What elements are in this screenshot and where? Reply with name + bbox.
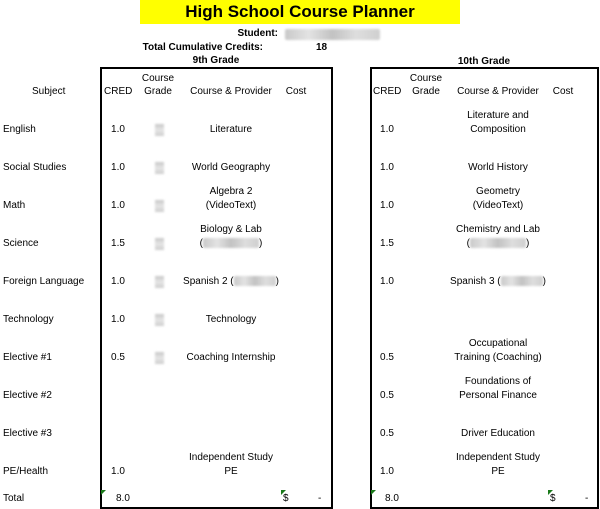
subject-label: Math xyxy=(3,200,26,211)
course-cell xyxy=(438,337,558,365)
cred-cell: 1.0 xyxy=(111,162,125,173)
course-cell xyxy=(171,313,291,327)
cred-cell: 0.5 xyxy=(111,352,125,363)
total-cred: 8.0 xyxy=(116,493,130,504)
course-provider-header: Course & Provider xyxy=(190,86,272,97)
course-name: Technology xyxy=(205,314,257,325)
course-grade-redacted xyxy=(155,124,164,136)
cred-cell: 1.0 xyxy=(111,276,125,287)
subject-label: Science xyxy=(3,238,39,249)
course-name: Geometry (VideoText) xyxy=(472,186,524,211)
provider-redacted xyxy=(234,276,276,286)
grade-9-label: 9th Grade xyxy=(192,55,240,66)
subject-label: Technology xyxy=(3,314,54,325)
cost-header: Cost xyxy=(552,86,574,97)
cred-cell: 1.0 xyxy=(380,162,394,173)
course-name: Driver Education xyxy=(461,428,535,439)
course-tail: ) xyxy=(542,276,546,287)
subject-label: Elective #2 xyxy=(3,390,52,401)
course-grade-redacted xyxy=(155,238,164,250)
course-provider-header: Course & Provider xyxy=(457,86,539,97)
course-name: Independent Study PE xyxy=(189,452,273,477)
subject-label: English xyxy=(3,124,36,135)
subject-label: Elective #3 xyxy=(3,428,52,439)
course-cell xyxy=(438,161,558,175)
provider-redacted xyxy=(470,238,526,248)
subject-label: PE/Health xyxy=(3,466,49,477)
course-cell xyxy=(171,185,291,213)
course-grade-redacted xyxy=(155,162,164,174)
credits-value: 18 xyxy=(316,42,328,53)
provider-redacted xyxy=(203,238,259,248)
total-label: Total xyxy=(3,493,25,504)
student-name-redacted xyxy=(285,29,380,40)
course-cell xyxy=(438,185,558,213)
course-tail: ) xyxy=(275,276,279,287)
course-grade-redacted xyxy=(155,200,164,212)
grade-10-label: 10th Grade xyxy=(457,56,511,67)
total-cost-symbol: $ xyxy=(550,493,556,504)
total-cost-symbol: $ xyxy=(283,493,289,504)
cred-cell: 0.5 xyxy=(380,390,394,401)
subject-label: Foreign Language xyxy=(3,276,85,287)
page-title: High School Course Planner xyxy=(185,2,415,21)
cost-header: Cost xyxy=(285,86,307,97)
course-cell xyxy=(171,451,291,479)
cred-cell: 1.0 xyxy=(380,200,394,211)
course-name: Spanish 2 ( xyxy=(183,276,234,287)
cred-cell: 1.0 xyxy=(380,466,394,477)
cred-cell: 1.0 xyxy=(380,276,394,287)
course-grade-header: Course Grade xyxy=(409,73,443,97)
cred-cell: 1.0 xyxy=(111,200,125,211)
total-cost: - xyxy=(585,493,589,504)
course-name: Biology & Lab ( xyxy=(199,224,262,249)
course-name: Literature and Composition xyxy=(467,110,529,135)
cred-header: CRED xyxy=(373,86,402,97)
cred-cell: 1.5 xyxy=(380,238,394,249)
course-grade-header: Course Grade xyxy=(141,73,175,97)
course-cell xyxy=(438,275,558,289)
subject-header: Subject xyxy=(32,86,66,97)
course-name: Literature xyxy=(209,124,253,135)
cell-comment-marker xyxy=(371,490,376,495)
cred-cell: 0.5 xyxy=(380,428,394,439)
student-label: Student: xyxy=(237,28,278,39)
course-tail: ) xyxy=(259,238,263,249)
cell-comment-marker xyxy=(101,490,106,495)
cred-header: CRED xyxy=(104,86,133,97)
total-cost: - xyxy=(318,493,322,504)
course-cell xyxy=(171,351,291,365)
course-cell xyxy=(438,375,558,403)
subject-label: Social Studies xyxy=(3,162,67,173)
course-name: Coaching Internship xyxy=(186,352,276,363)
course-cell xyxy=(171,161,291,175)
course-cell xyxy=(438,427,558,441)
credits-label: Total Cumulative Credits: xyxy=(142,42,263,53)
subject-label: Elective #1 xyxy=(3,352,52,363)
course-cell xyxy=(438,451,558,479)
course-name: Independent Study PE xyxy=(456,452,540,477)
cred-cell: 1.0 xyxy=(111,466,125,477)
course-cell xyxy=(171,123,291,137)
course-name: World History xyxy=(468,162,528,173)
course-cell xyxy=(438,109,558,137)
course-name: Spanish 3 ( xyxy=(450,276,501,287)
provider-redacted xyxy=(501,276,543,286)
course-cell xyxy=(171,275,291,289)
course-name: Foundations of Personal Finance xyxy=(459,376,537,401)
course-grade-redacted xyxy=(155,276,164,288)
course-cell xyxy=(171,223,291,251)
cred-cell: 1.0 xyxy=(380,124,394,135)
course-grade-redacted xyxy=(155,352,164,364)
course-name: Algebra 2 (VideoText) xyxy=(205,186,257,211)
course-name: World Geography xyxy=(191,162,271,173)
cred-cell: 1.0 xyxy=(111,124,125,135)
total-cred: 8.0 xyxy=(385,493,399,504)
title-banner xyxy=(140,0,460,24)
course-tail: ) xyxy=(526,238,530,249)
cred-cell: 0.5 xyxy=(380,352,394,363)
course-grade-redacted xyxy=(155,314,164,326)
course-cell xyxy=(438,223,558,251)
cred-cell: 1.5 xyxy=(111,238,125,249)
course-name: Chemistry and Lab ( xyxy=(456,224,540,249)
course-name: Occupational Training (Coaching) xyxy=(454,338,542,363)
cred-cell: 1.0 xyxy=(111,314,125,325)
